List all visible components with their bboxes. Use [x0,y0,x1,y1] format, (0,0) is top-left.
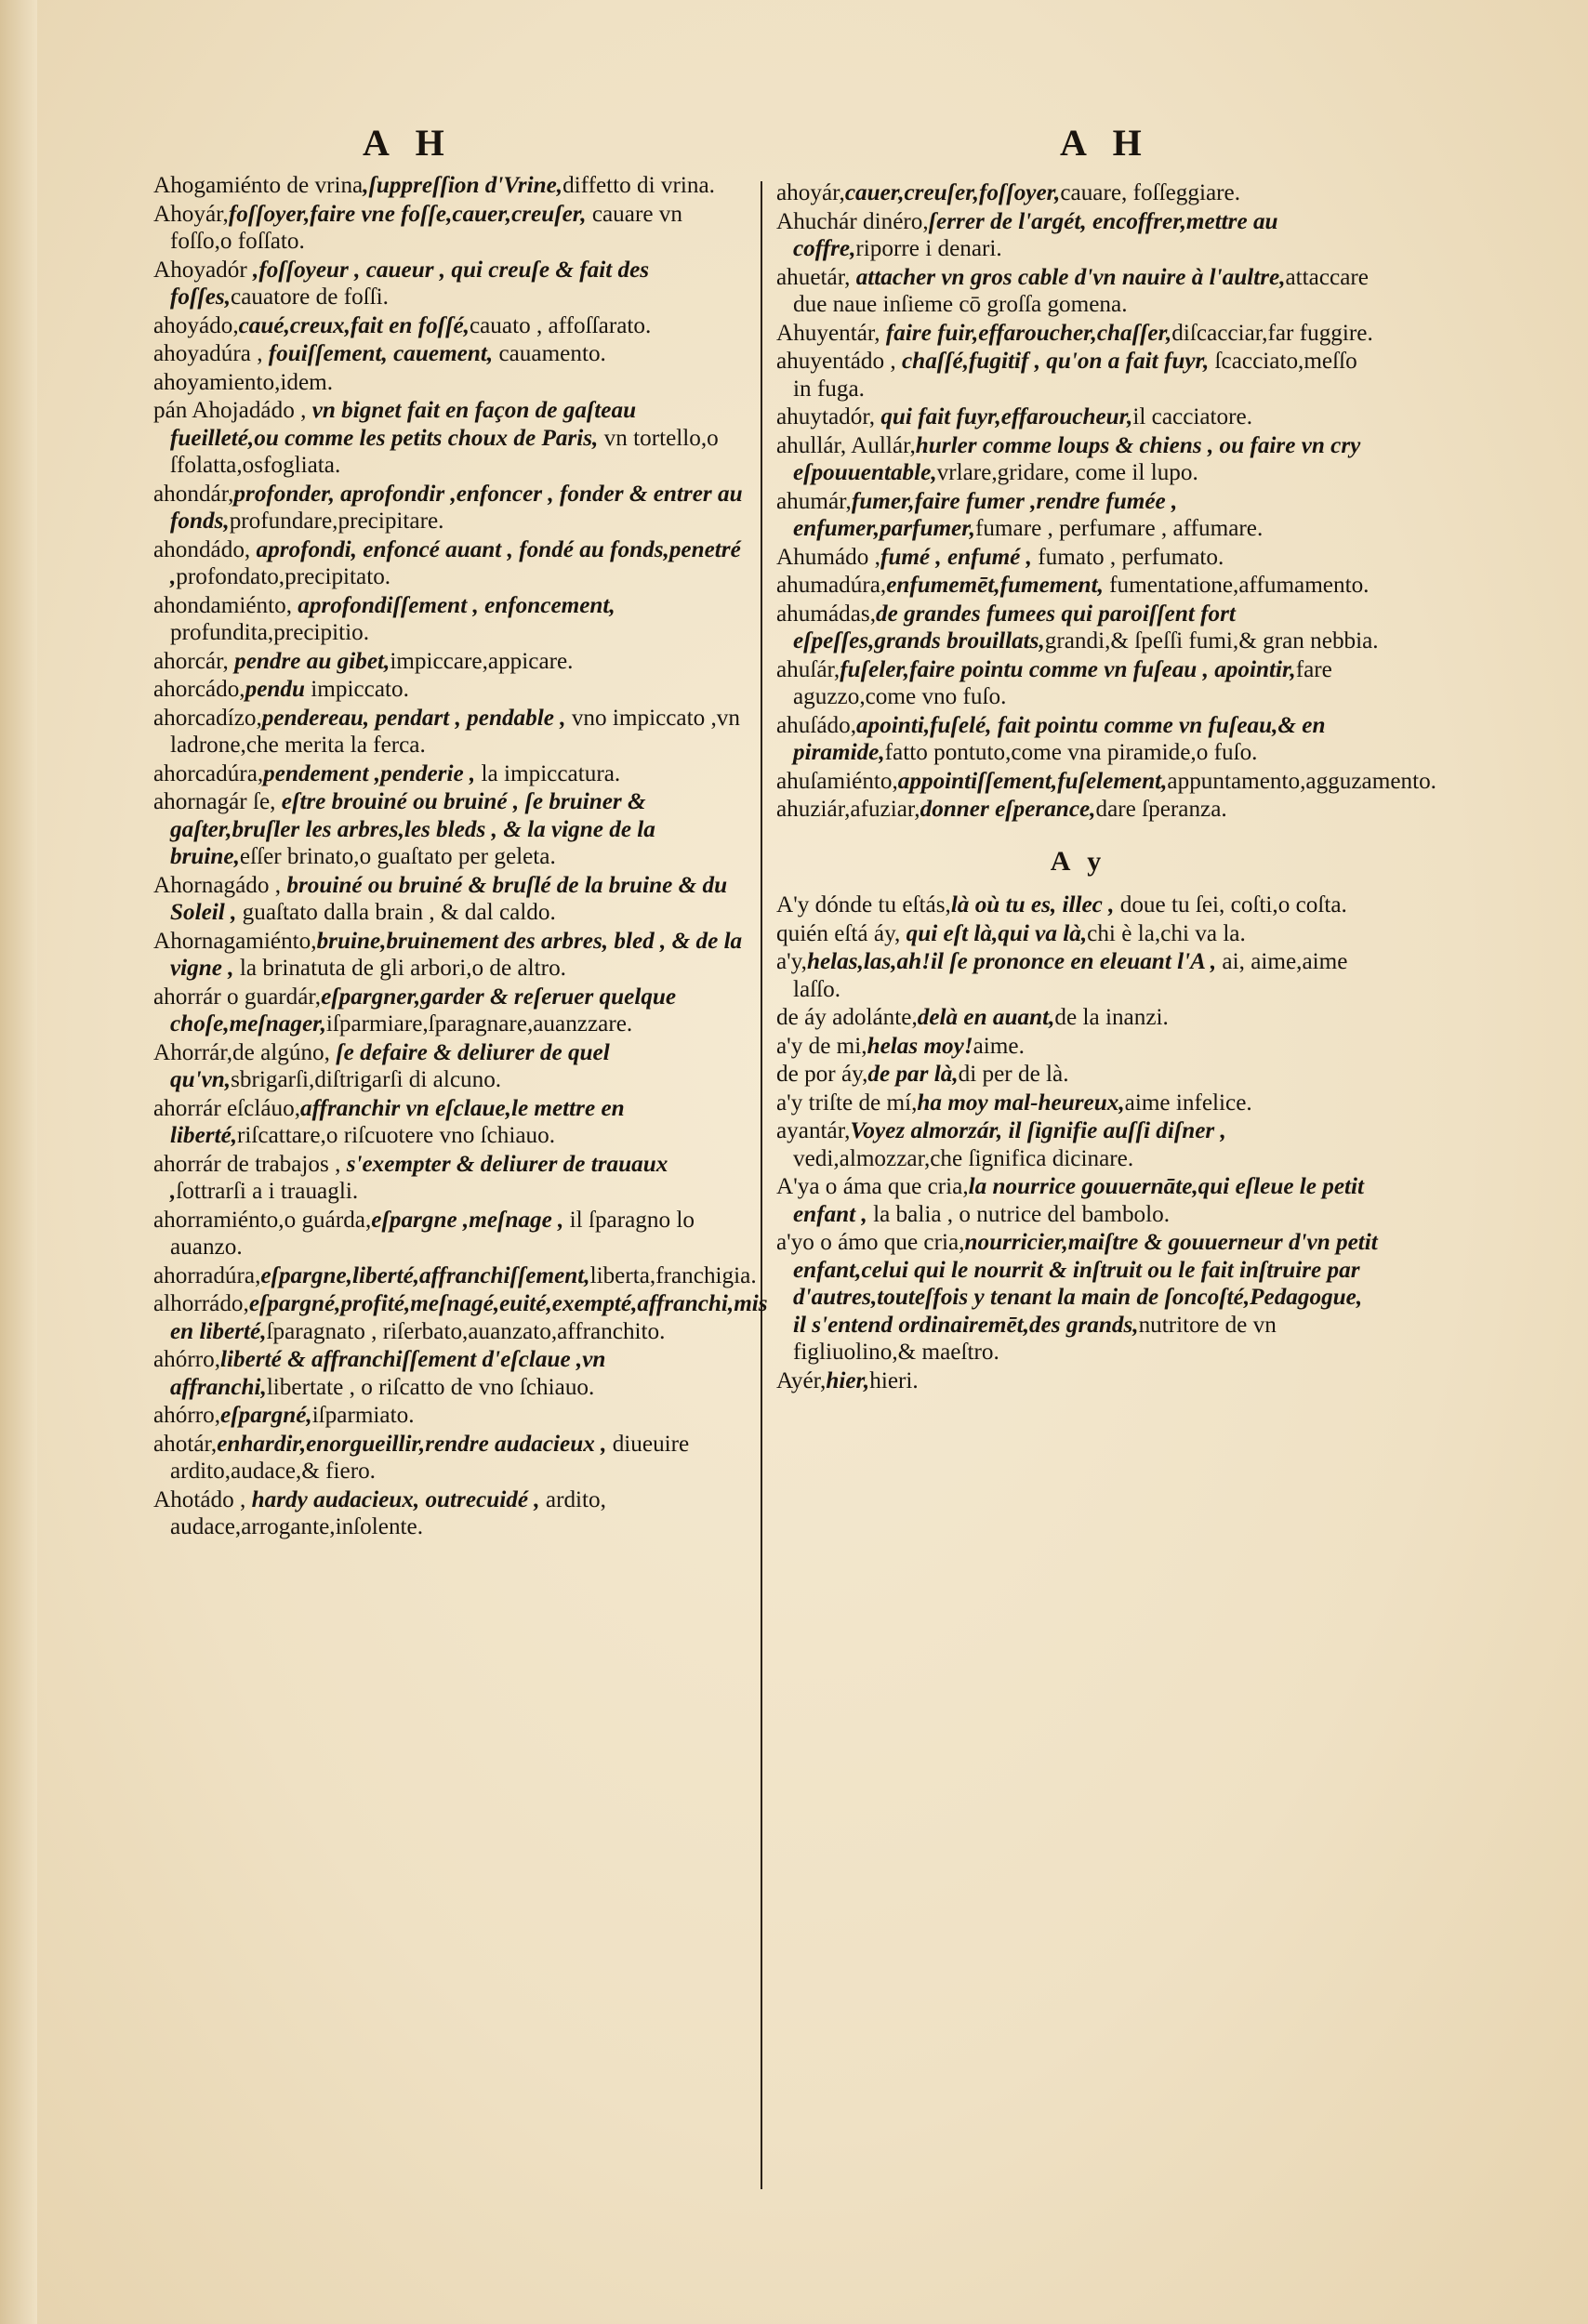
entry-italian: appuntamento,agguzamento. [1167,768,1436,794]
entry-italian: il ſparagno lo auanzo. [170,1207,695,1260]
entry-italian: ſparagnato , riſerbato,auanzato,affranchito. [266,1318,666,1344]
entry-headword: ahórro, [153,1403,221,1428]
entry-french: eſpargne,liberté,affranchiſſement, [260,1262,590,1288]
entry-french: eſpargner,garder & reſeruer quelque choſe,meſnager, [170,984,677,1037]
entry-italian: diſcacciar,far fuggire. [1171,320,1373,346]
entry-headword: ahorrár de trabajos , [153,1151,341,1177]
entry-french: profonder, aprofondir ,enfoncer , fonder & entrer au fonds, [170,481,743,534]
dictionary-entry [153,1431,748,1486]
entry-headword: ahornagár ſe, [153,789,276,814]
entry-headword: ayantár, [776,1118,851,1143]
entry-italian: diffetto di vrina. [562,173,715,198]
column-divider [761,181,762,2189]
entry-french: pendement ,penderie , [263,760,476,786]
entry-headword: ahuyentádo , [776,349,896,374]
dictionary-entry [776,656,1381,711]
entry-headword: ahuſár, [776,656,840,682]
entry-french: là où tu es, illec , [950,892,1115,918]
entry-headword: Ahorrár,de algúno, [153,1039,330,1065]
entry-italian: liberta,franchigia. [589,1262,757,1288]
entry-italian: nutritore de vn figliuolino,& maeſtro. [793,1312,1277,1365]
dictionary-entry [776,403,1381,431]
entry-headword: ahoyádo, [153,312,239,338]
entry-french: liberté & affranchiſſement d'eſclaue ,vn affranchi, [170,1347,606,1400]
entry-italian: ardito, audace,arrogante,inſolente. [170,1486,606,1539]
entry-french: ,foſſoyeur , caueur , qui creuſe & fait des foſſes, [170,257,650,310]
entry-french: eſpargne ,meſnage , [371,1207,564,1233]
entry-french: fouiſſement, cauement, [262,341,494,366]
entry-french: caué,creux,fait en foſſé, [238,312,470,338]
entry-italian: impiccare,appicare. [390,648,574,674]
dictionary-entry [776,348,1381,403]
right-column-header: A H [1060,122,1151,164]
entry-headword: ahullár, Aullár, [776,432,916,458]
entry-headword: ahuſádo, [776,712,857,738]
entry-french: hurler comme loups & chiens , ou faire vn cry eſpouuentable, [793,432,1361,485]
entry-french: hier, [826,1367,870,1393]
entry-italian: libertate , o riſcatto de vno ſchiauo. [266,1374,595,1400]
entry-italian: guaſtato dalla brain , & dal caldo. [236,900,556,925]
entry-italian: di per de là. [958,1062,1069,1087]
dictionary-entry [153,312,748,340]
entry-headword: a'y triſte de mí, [776,1089,918,1116]
dictionary-entry [776,1173,1381,1228]
dictionary-entry [153,1402,748,1430]
entry-headword: Ahuyentár, [776,320,880,346]
dictionary-entry [153,1262,757,1290]
entry-french: la nourrice gouuernāte,qui eſleue le petit enfant , [793,1174,1365,1227]
entry-french: helas,las,ah!il ſe prononce en eleuant l'A , [806,949,1217,974]
right-column [776,179,1436,1395]
entry-italian: il cacciatore. [1132,404,1253,429]
dictionary-entry [776,1089,1381,1117]
entry-headword: ahotár, [153,1431,218,1457]
entry-french: fumer,faire fumer ,rendre fumée , enfumer,parfumer, [793,488,1178,541]
entry-italian: aime. [973,1033,1025,1059]
entry-french: bruine,bruinement des arbres, bled , & de la vigne , [170,928,743,981]
dictionary-entry [153,705,748,759]
entry-italian: profundare,precipitare. [229,508,444,534]
entry-french: qui eſt là,qui va là, [900,920,1088,946]
entry-french: ,ſuppreſſion d'Vrine, [363,173,563,198]
entry-italian: la brinatuta de gli arbori,o de altro. [233,956,566,981]
entry-french: faire fuir,effaroucher,chaſſer, [880,320,1172,346]
entry-italian: fare aguzzo,come vno fuſo. [793,656,1332,709]
entry-headword: ahumár, [776,488,852,514]
entry-headword: ahorramiénto,o guárda, [153,1207,372,1233]
entry-french: eſpargné,profité,meſnagé,euité,exempté,affranchi,mis en liberté, [170,1291,768,1344]
entry-french: helas moy! [867,1033,973,1059]
entry-italian: fatto pontuto,come vna piramide,o fuſo. [884,740,1258,765]
entry-french: foſſoyer,faire vne foſſe,cauer,creuſer, [228,201,587,227]
entry-headword: ahuetár, [776,264,851,290]
entry-headword: Ahuchár dinéro, [776,208,929,234]
entry-french: appointiſſement,fuſelement, [897,768,1168,794]
entry-headword: Ahogamiénto de vrina [153,173,364,198]
entry-french: de par là, [867,1062,959,1087]
entry-italian: de la inanzi. [1054,1005,1169,1030]
entry-italian: cauato , affoſſarato. [469,312,652,338]
entry-headword: ahorrár o guardár, [153,984,322,1010]
entry-headword: ahórro, [153,1347,221,1372]
entry-italian: iſparmiato. [311,1403,415,1428]
dictionary-entry [776,320,1381,348]
entry-headword: ahoyár, [776,180,845,205]
dictionary-entry [776,1367,1381,1395]
entry-italian: grandi,& ſpeſſi fumi,& gran nebbia. [1044,628,1379,654]
dictionary-entry [153,760,748,788]
entry-french: pendre au gibet, [228,648,390,674]
entry-french: de grandes fumees qui paroiſſent fort eſpeſſes,grands brouillats, [793,601,1236,654]
entry-italian: vrlare,gridare, come il lupo. [936,460,1198,485]
entry-french: apointi,fuſelé, fait pointu comme vn fuſeau,& en piramide, [793,712,1326,765]
entry-headword: ahuſamiénto, [776,768,898,794]
entry-headword: Ayér, [776,1367,827,1393]
entry-headword: ahuziár,afuziar, [776,797,920,822]
dictionary-entry [153,984,748,1038]
entry-italian: vedi,almozzar,che ſignifica dicinare. [793,1145,1134,1171]
entry-french: eſpargné, [220,1403,312,1428]
entry-italian: la impiccatura. [475,760,621,786]
entry-headword: ahondádo, [153,536,251,562]
entry-headword: ahondamiénto, [153,592,292,618]
dictionary-entry [153,481,748,535]
entry-headword: quién eſtá áy, [776,920,901,946]
dictionary-entry [776,601,1381,655]
entry-italian: attaccare due naue inſieme cō groſſa gomena. [793,264,1369,317]
entry-french: pendereau, pendart , pendable , [261,705,566,731]
dictionary-entry [776,264,1381,319]
dictionary-entry [153,397,748,480]
dictionary-entry [153,592,748,647]
right-ay-entries [776,891,1381,1394]
dictionary-entry [776,208,1381,263]
entry-italian: vn tortello,o ſfolatta,osfogliata. [170,425,719,478]
entry-italian: profundita,precipitio. [170,620,370,645]
entry-french: enfumemēt,fumement, [886,573,1104,598]
dictionary-entry [776,891,1381,919]
entry-french: delà en auant, [917,1005,1055,1030]
entry-headword: de por áy, [776,1062,868,1087]
entry-headword: ahumadúra, [776,573,887,598]
entry-french: aprofondiſſement , enfoncement, [292,592,615,618]
entry-italian: chi è la,chi va la. [1087,920,1246,946]
entry-headword: pán Ahojadádo , [153,398,307,423]
entry-headword: ahorradúra, [153,1262,261,1288]
entry-headword: A'ya o áma que cria, [776,1174,969,1199]
dictionary-entry [153,1039,748,1094]
entry-headword: ahorcár, [153,648,229,674]
entry-french: ha moy mal-heureux, [917,1089,1125,1116]
entry-italian: riporre i denari. [855,236,1002,261]
entry-french: cauer,creuſer,foſſoyer, [844,180,1061,205]
dictionary-entry [776,432,1381,487]
entry-french: ſerrer de l'argét, encoffrer,mettre au coffre, [793,208,1278,261]
dictionary-entry [776,544,1381,572]
dictionary-entry [776,572,1381,600]
dictionary-entry [153,1346,748,1401]
dictionary-entry [776,1033,1381,1061]
dictionary-entry [776,948,1381,1003]
entry-italian: hieri. [869,1367,919,1393]
dictionary-entry [153,872,748,927]
entry-headword: ahoyamiento, [153,369,281,395]
entry-italian: idem. [280,369,334,395]
dictionary-entry [153,257,748,311]
entry-french: enhardir,enorgueillir,rendre audacieux , [217,1431,607,1457]
entry-headword: Ahornagádo , [153,872,282,898]
entry-italian: impiccato. [305,677,409,702]
entry-french: Voyez almorzár, il ſignifie auſſi diſner , [850,1118,1226,1143]
dictionary-entry [776,920,1381,948]
dictionary-entry [153,648,748,676]
entry-italian: fumare , perfumare , affumare. [974,516,1264,541]
entry-italian: la balia , o nutrice del bambolo. [867,1201,1171,1227]
dictionary-entry [153,536,748,591]
entry-french: eſtre brouiné ou bruiné , ſe bruiner & gaſter,bruſler les arbres,les bleds , & la vigne de la bruine, [170,789,655,869]
dictionary-entry [153,369,748,397]
entry-french: chaſſé,fugitif , qu'on a fait fuyr, [895,349,1210,374]
entry-headword: Ahoyadór [153,257,247,283]
dictionary-entry [153,1151,748,1206]
entry-headword: ahorcádo, [153,677,245,702]
dictionary-entry [153,1095,748,1150]
entry-italian: sbrigarſi,diſtrigarſi di alcuno. [231,1067,502,1092]
dictionary-entry [153,1486,748,1541]
entry-italian: diueuire ardito,audace,& fiero. [170,1431,690,1484]
entry-italian: aime infelice. [1124,1089,1252,1116]
entry-italian: eſſer brinato,o guaſtato per geleta. [239,844,556,869]
entry-headword: ahumádas, [776,601,877,627]
dictionary-entry [776,796,1381,824]
dictionary-entry [776,1004,1381,1032]
entry-headword: ahorcadízo, [153,705,262,731]
dictionary-entry [776,768,1436,796]
entry-french: aprofondi, enfoncé auant , fondé au fonds,penetré , [170,536,741,589]
dictionary-entry [776,1229,1381,1367]
dictionary-entry [153,788,748,871]
entry-italian: cauatore de foſſi. [231,284,389,310]
entry-headword: a'y, [776,949,807,974]
entry-headword: alhorrádo, [153,1291,249,1316]
entry-italian: dare ſperanza. [1095,797,1227,822]
entry-french: donner eſperance, [920,797,1096,822]
entry-french: fumé , enfumé , [880,544,1032,570]
entry-italian: vno impiccato ,vn ladrone,che merita la ferca. [170,705,740,758]
entry-headword: Ahumádo , [776,544,880,570]
dictionary-entry [776,179,1381,207]
left-column-header: A H [363,122,454,164]
entry-headword: A'y dónde tu eſtás, [776,892,951,918]
entry-headword: ahondár, [153,481,234,507]
entry-italian: riſcattare,o riſcuotere vno ſchiauo. [237,1123,556,1148]
dictionary-entry [776,1117,1381,1172]
section-heading-ay: A y [1050,845,1107,877]
entry-headword: ahorrár eſcláuo, [153,1095,301,1121]
dictionary-entry [153,201,748,256]
entry-italian: cauare, foſſeggiare. [1060,180,1241,205]
entry-french: ſe defaire & deliurer de quel qu'vn, [170,1039,610,1092]
dictionary-entry [153,676,748,704]
dictionary-entry [153,928,748,983]
entry-french: fuſeler,faire pointu comme vn fuſeau , apointir, [840,656,1296,682]
entry-italian: ſcacciato,meſſo in fuga. [793,349,1357,402]
left-column [153,172,768,1542]
entry-headword: ahorcadúra, [153,760,264,786]
entry-french: attacher vn gros cable d'vn nauire à l'aultre, [850,264,1286,290]
dictionary-entry [153,1207,748,1261]
entry-headword: de áy adolánte, [776,1005,918,1030]
entry-italian: doue tu ſei, coſti,o coſta. [1114,892,1347,918]
entry-french: affranchir vn eſclaue,le mettre en liberté, [170,1095,625,1148]
dictionary-entry [153,1290,768,1345]
entry-french: qui fait fuyr,effaroucheur, [875,404,1133,429]
entry-headword: Ahornagamiénto, [153,928,317,954]
entry-french: nourricier,maiſtre & gouuerneur d'vn petit enfant,celui qui le nourrit & inſtruit ou le fait inſtruire par d'autres,touteſfois y tenant la main de ſoncoſté,Pedagogue, il s'entend ordinairemēt,des grands, [793,1230,1378,1338]
entry-headword: a'yo o ámo que cria, [776,1230,965,1255]
right-ah-entries [776,179,1436,824]
page-edge [0,0,37,2324]
entry-italian: fumentatione,affumamento. [1103,573,1370,598]
entry-headword: a'y de mi, [776,1033,867,1059]
entry-french: brouiné ou bruiné & bruſlé de la bruine & du Soleil , [170,872,728,925]
dictionary-entry [776,488,1381,543]
entry-italian: cauamento. [493,341,606,366]
dictionary-entry [776,712,1381,767]
entry-french: vn bignet fait en façon de gaſteau fueilleté,ou comme les petits choux de Paris, [170,398,637,451]
entry-italian: cauare vn foſſo,o foſſato. [170,201,682,254]
entry-italian: ai, aime,aime laſſo. [793,949,1348,1002]
entry-headword: ahoyadúra , [153,341,263,366]
entry-headword: Ahoyár, [153,201,229,227]
entry-french: hardy audacieux, outrecuidé , [245,1486,540,1512]
entry-italian: ſottrarſi a i trauagli. [176,1179,359,1204]
dictionary-entry [776,1061,1381,1089]
entry-headword: ahuytadór, [776,404,876,429]
dictionary-entry [153,172,748,200]
entry-headword: Ahotádo , [153,1486,246,1512]
entry-italian: fumato , perfumato. [1031,544,1224,570]
entry-italian: iſparmiare,ſparagnare,auanzzare. [325,1011,633,1037]
entry-french: pendu [245,677,305,702]
entry-italian: profondato,precipitato. [176,564,391,589]
entry-french: s'exempter & deliurer de trauaux , [170,1151,668,1204]
dictionary-entry [153,340,748,368]
